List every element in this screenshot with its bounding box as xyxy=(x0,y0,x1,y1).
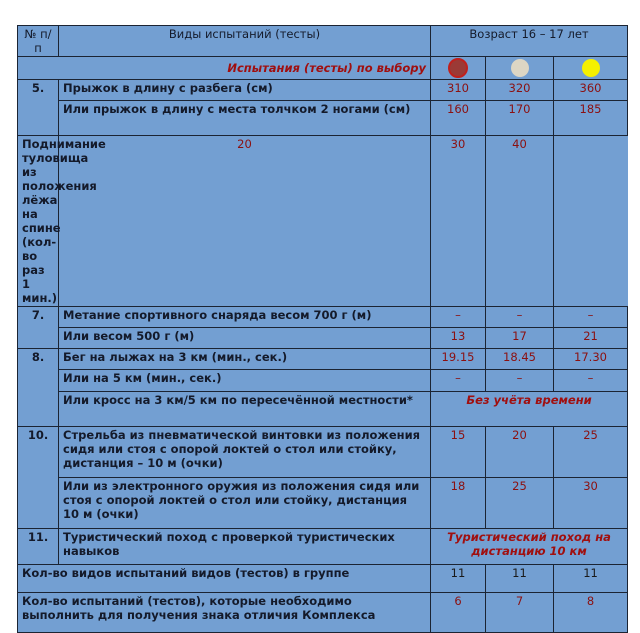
table-row xyxy=(18,349,628,370)
gto-standards-table xyxy=(17,25,628,633)
gold-badge-icon xyxy=(582,59,600,77)
table-row xyxy=(18,529,628,565)
totals-value: 11 xyxy=(554,565,628,593)
table-row xyxy=(18,307,628,328)
table-row xyxy=(18,80,628,101)
totals-value: 11 xyxy=(431,565,486,593)
norm-value: 160 xyxy=(431,101,486,136)
table-row xyxy=(18,101,628,136)
test-label: Поднимание туловища из положения лёжа на спине (кол-во раз 1 мин.) xyxy=(18,136,59,307)
norm-value: 20 xyxy=(486,427,554,478)
table-row xyxy=(18,427,628,478)
norm-value: 17 xyxy=(486,328,554,349)
test-label: Туристический поход с проверкой туристических навыков xyxy=(59,529,431,565)
row-number: 5. xyxy=(18,80,59,136)
test-label: Или кросс на 3 км/5 км по пересечённой местности* xyxy=(59,392,431,427)
header-num: № п/п xyxy=(18,26,59,57)
norm-value: – xyxy=(554,370,628,392)
table-row xyxy=(18,136,628,307)
row-number: 10. xyxy=(18,427,59,529)
totals-row xyxy=(18,593,628,633)
totals-row xyxy=(18,565,628,593)
header-age: Возраст 16 – 17 лет xyxy=(431,26,628,57)
totals-value: 8 xyxy=(554,593,628,633)
norm-value: 30 xyxy=(554,478,628,529)
norm-value: – xyxy=(486,307,554,328)
norm-value: 18 xyxy=(431,478,486,529)
norm-value: 15 xyxy=(431,427,486,478)
merged-norm: Без учёта времени xyxy=(431,392,628,427)
test-label: Или на 5 км (мин., сек.) xyxy=(59,370,431,392)
norm-value: 17.30 xyxy=(554,349,628,370)
test-label: Прыжок в длину с разбега (см) xyxy=(59,80,431,101)
test-label: Или весом 500 г (м) xyxy=(59,328,431,349)
bronze-badge-icon xyxy=(448,58,468,78)
norm-value: 310 xyxy=(431,80,486,101)
row-number: 7. xyxy=(18,307,59,349)
norm-value: 320 xyxy=(486,80,554,101)
norm-value: – xyxy=(486,370,554,392)
test-label: Стрельба из пневматической винтовки из положения сидя или стоя с опорой локтей о стол или стойку, дистанция – 10 м (очки) xyxy=(59,427,431,478)
test-label: Метание спортивного снаряда весом 700 г (м) xyxy=(59,307,431,328)
norm-value: 360 xyxy=(554,80,628,101)
norm-value: 18.45 xyxy=(486,349,554,370)
table-row xyxy=(18,478,628,529)
norm-value: 13 xyxy=(431,328,486,349)
norm-value: 185 xyxy=(554,101,628,136)
merged-norm: Туристический поход на дистанцию 10 км xyxy=(431,529,628,565)
table-row xyxy=(18,328,628,349)
norm-value: 19.15 xyxy=(431,349,486,370)
norm-value: 170 xyxy=(486,101,554,136)
norm-value: 20 xyxy=(59,136,431,307)
totals-label: Кол-во испытаний (тестов), которые необходимо выполнить для получения знака отличия Комплекса xyxy=(18,593,431,633)
totals-value: 7 xyxy=(486,593,554,633)
test-label: Или прыжок в длину с места толчком 2 ногами (см) xyxy=(59,101,431,136)
test-label: Или из электронного оружия из положения сидя или стоя с опорой локтей о стол или стойку, дистанция 10 м (очки) xyxy=(59,478,431,529)
header-tests: Виды испытаний (тесты) xyxy=(59,26,431,57)
table-row xyxy=(18,370,628,392)
norm-value: 25 xyxy=(486,478,554,529)
norm-value: – xyxy=(554,307,628,328)
norm-value: – xyxy=(431,307,486,328)
totals-value: 11 xyxy=(486,565,554,593)
norm-value: 30 xyxy=(431,136,486,307)
norm-value: 21 xyxy=(554,328,628,349)
test-label: Бег на лыжах на 3 км (мин., сек.) xyxy=(59,349,431,370)
silver-badge-icon xyxy=(511,59,529,77)
norm-value: 25 xyxy=(554,427,628,478)
row-number: 8. xyxy=(18,349,59,427)
totals-value: 6 xyxy=(431,593,486,633)
row-number: 11. xyxy=(18,529,59,565)
norm-value: 40 xyxy=(486,136,554,307)
norm-value: – xyxy=(431,370,486,392)
totals-label: Кол-во видов испытаний видов (тестов) в группе xyxy=(18,565,431,593)
table-row xyxy=(18,392,628,427)
subheader: Испытания (тесты) по выбору xyxy=(18,57,431,80)
